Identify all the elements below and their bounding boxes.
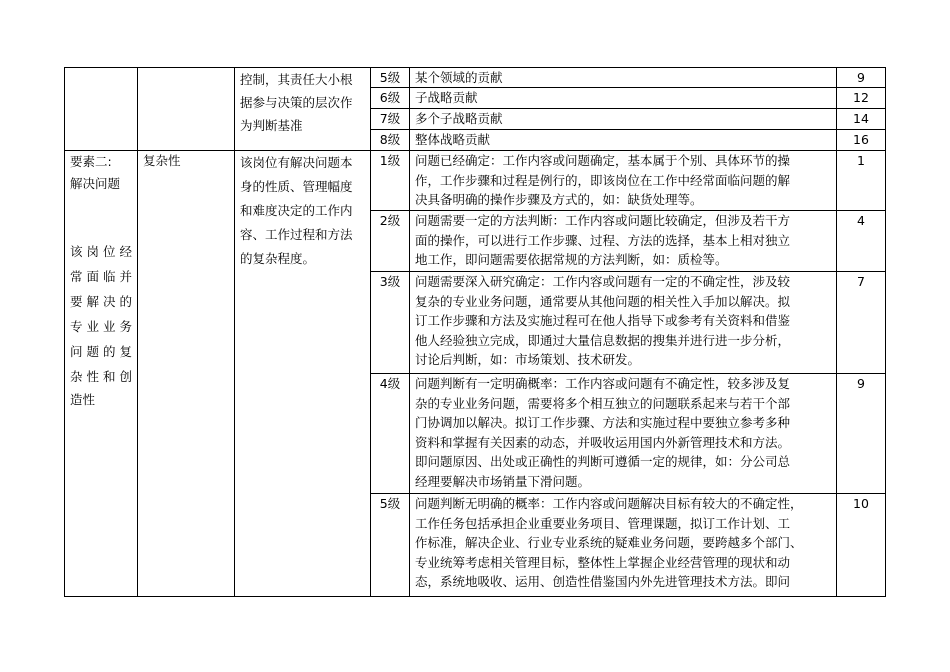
evaluation-table <box>64 67 886 597</box>
factor-desc-line: 造性 <box>70 392 96 407</box>
level-description: 某个领域的贡献 <box>410 68 837 88</box>
score-cell: 12 <box>837 88 886 109</box>
desc-line: 复杂的专业业务问题，通常要从其他问题的相关性入手加以解决。拟 <box>415 293 791 309</box>
desc-line: 问题需要深入研究确定：工作内容或问题有一定的不确定性，涉及较 <box>415 274 791 289</box>
desc-line: 问题已经确定：工作内容或问题确定，基本属于个别、具体环节的操 <box>415 153 791 168</box>
factor-cell <box>65 151 138 597</box>
level-cell: 5级 <box>371 494 410 597</box>
table-row <box>65 151 886 211</box>
score-cell: 4 <box>837 211 886 272</box>
factor-desc-line: 专业业务 <box>70 319 132 334</box>
desc-line: 工作任务包括承担企业重要业务项目、管理课题，拟订工作计划、工 <box>415 515 791 531</box>
desc-line: 资料和掌握有关因素的动态，并吸收运用国内外新管理技术和方法。 <box>415 434 791 450</box>
score-cell: 9 <box>837 68 886 88</box>
level-description <box>410 151 837 211</box>
desc-line: 地工作，即问题需要依据常规的方法判断，如：质检等。 <box>415 252 728 267</box>
score-cell: 1 <box>837 151 886 211</box>
factor-desc-line: 常面临并 <box>70 269 132 284</box>
desc-line: 即问题原因、出处或正确性的判断可遵循一定的规律，如：分公司总 <box>415 454 791 469</box>
level-description: 整体战略贡献 <box>410 130 837 151</box>
factor-desc-line: 该岗位经 <box>70 244 132 259</box>
definition-line: 据参与决策的层次作 <box>240 95 353 110</box>
factor-desc-line: 问题的复 <box>70 344 132 359</box>
level-cell: 3级 <box>371 272 410 374</box>
score-cell: 9 <box>837 374 886 494</box>
desc-line: 决具备明确的操作步骤及方式的，如：缺货处理等。 <box>415 192 703 207</box>
level-cell: 5级 <box>371 68 410 88</box>
level-cell: 4级 <box>371 374 410 494</box>
factor-desc-line: 要解决的 <box>70 294 132 309</box>
definition-cell <box>235 151 371 597</box>
desc-line: 专业统筹考虑相关管理目标，整体性上掌握企业经营管理的现状和动 <box>415 554 791 570</box>
table-row <box>65 68 886 88</box>
blank-name-cell <box>138 68 235 151</box>
desc-line: 他人经验独立完成，即通过大量信息数据的搜集并进行进一步分析， <box>415 332 791 348</box>
desc-line: 订工作步骤和方法及实施过程可在他人指导下或参考有关资料和借鉴 <box>415 313 791 328</box>
level-cell: 8级 <box>371 130 410 151</box>
desc-line: 问题需要一定的方法判断：工作内容或问题比较确定，但涉及若干方 <box>415 213 791 228</box>
definition-line: 控制，其责任大小根 <box>240 72 353 87</box>
desc-line: 作，工作步骤和过程是例行的，即该岗位在工作中经常面临问题的解 <box>415 172 791 188</box>
score-cell: 16 <box>837 130 886 151</box>
score-cell: 7 <box>837 272 886 374</box>
definition-line: 为判断基准 <box>240 118 303 133</box>
definition-cell <box>235 68 371 151</box>
factor-title: 要素二: <box>70 154 112 169</box>
definition-line: 该岗位有解决问题本 <box>240 155 353 170</box>
level-description: 子战略贡献 <box>410 88 837 109</box>
definition-line: 和难度决定的工作内 <box>240 203 353 218</box>
level-description: 多个子战略贡献 <box>410 109 837 130</box>
level-cell: 7级 <box>371 109 410 130</box>
desc-line: 问题判断无明确的概率：工作内容或问题解决目标有较大的不确定性， <box>415 496 803 511</box>
desc-line: 杂的专业业务问题，需要将多个相互独立的问题联系起来与若干个部 <box>415 395 791 411</box>
desc-line: 经理要解决市场销量下滑问题。 <box>415 473 591 489</box>
factor-name: 复杂性 <box>138 151 235 597</box>
level-cell: 2级 <box>371 211 410 272</box>
desc-line: 作标准，解决企业、行业专业系统的疑难业务问题，要跨越多个部门、 <box>415 535 803 550</box>
level-cell: 6级 <box>371 88 410 109</box>
definition-line: 的复杂程度。 <box>240 251 316 266</box>
level-description <box>410 211 837 272</box>
level-description <box>410 272 837 374</box>
score-cell: 14 <box>837 109 886 130</box>
desc-line: 门协调加以解决。拟订工作步骤、方法和实施过程中要独立参考多种 <box>415 415 791 430</box>
factor-title: 解决问题 <box>70 176 121 191</box>
blank-factor-cell <box>65 68 138 151</box>
desc-line: 问题判断有一定明确概率：工作内容或问题有不确定性，较多涉及复 <box>415 376 791 391</box>
level-cell: 1级 <box>371 151 410 211</box>
level-description <box>410 374 837 494</box>
definition-line: 身的性质、管理幅度 <box>240 179 353 194</box>
desc-line: 态，系统地吸收、运用、创造性借鉴国内外先进管理技术方法。即问 <box>415 574 791 589</box>
level-description <box>410 494 837 597</box>
factor-desc-line: 杂性和创 <box>70 369 132 384</box>
definition-line: 容、工作过程和方法 <box>240 227 353 242</box>
desc-line: 讨论后判断，如：市场策划、技术研发。 <box>415 352 641 367</box>
score-cell: 10 <box>837 494 886 597</box>
desc-line: 面的操作，可以进行工作步骤、过程、方法的选择，基本上相对独立 <box>415 232 791 248</box>
